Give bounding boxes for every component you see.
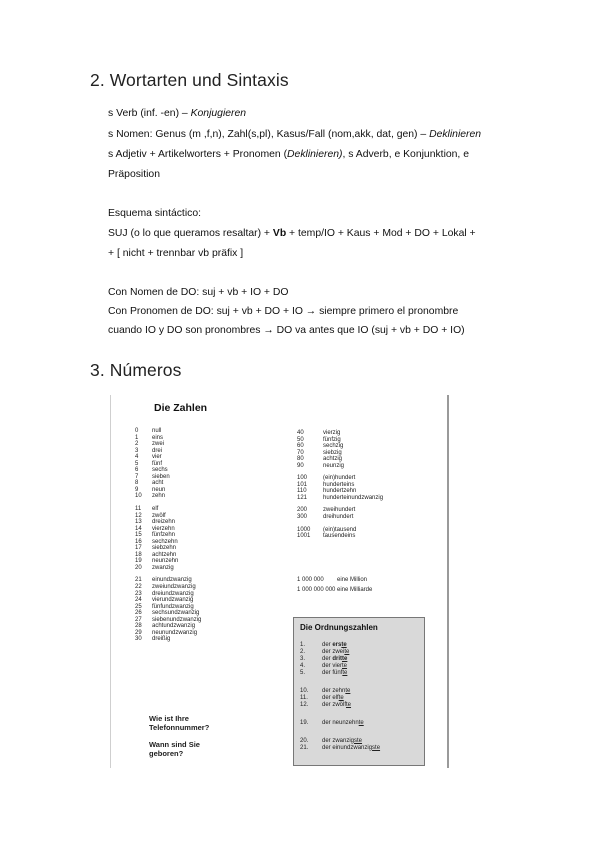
- number-word: sieben: [152, 473, 170, 480]
- number-word: siebzehn: [152, 545, 177, 552]
- ordinal-row: [300, 663, 347, 669]
- ordinal-row: [300, 702, 351, 708]
- number-digit: 17: [135, 545, 142, 552]
- number-word: tausendeins: [323, 533, 356, 540]
- ordinal-row: [300, 656, 347, 662]
- number-word: eins: [152, 434, 164, 441]
- line-adjetiv: s Adjetiv + Artikelworters + Pronomen (Deklinieren), s Adverb, e Konjunktion, e: [108, 149, 469, 160]
- ordinal-row: [300, 642, 347, 648]
- number-word: elf: [152, 506, 159, 513]
- number-word: (ein)hundert: [323, 475, 356, 482]
- number-digit: 101: [297, 481, 308, 488]
- number-digit: 13: [135, 519, 142, 526]
- number-digit: 200: [297, 507, 308, 514]
- number-digit: 5: [135, 460, 139, 467]
- number-word: sechsundzwanzig: [152, 610, 200, 617]
- number-digit: 1 000 000: [297, 577, 324, 583]
- zahlen-title: Die Zahlen: [154, 402, 208, 414]
- number-row: [297, 577, 372, 584]
- number-digit: 1001: [297, 533, 311, 540]
- number-digit: 21: [135, 577, 142, 584]
- number-word: fünfundzwanzig: [152, 603, 194, 610]
- number-digit: 26: [135, 610, 142, 617]
- number-digit: 40: [297, 430, 304, 436]
- do-line-2: Con Pronomen de DO: suj + vb + DO + IO → siempre primero el pronombre: [108, 306, 459, 317]
- number-word: hunderteins: [323, 481, 355, 488]
- number-word: fünfzehn: [152, 532, 176, 539]
- ordinal-number: 1.: [300, 642, 306, 648]
- number-digit: 1: [135, 434, 139, 441]
- ordinal-word: der dritte: [322, 656, 348, 662]
- number-word: zwei: [152, 441, 165, 448]
- number-word: neunundzwanzig: [152, 629, 198, 636]
- ordnungszahlen-box: [293, 617, 425, 766]
- number-word: eine Million: [337, 577, 368, 583]
- number-word: achtzehn: [152, 551, 177, 558]
- ordnungszahlen-title: Die Ordnungszahlen: [300, 623, 378, 632]
- number-row: [297, 533, 383, 540]
- number-digit: 1 000 000 000: [297, 586, 336, 593]
- ordinal-word: der elfte: [322, 695, 344, 701]
- number-word: achtzig: [323, 456, 343, 463]
- number-digit: 20: [135, 564, 142, 571]
- number-digit: 28: [135, 623, 142, 630]
- number-digit: 100: [297, 475, 308, 482]
- number-digit: 14: [135, 525, 142, 532]
- number-digit: 18: [135, 551, 142, 558]
- number-digit: 90: [297, 462, 304, 469]
- number-digit: 29: [135, 629, 142, 636]
- number-word: achtundzwanzig: [152, 623, 196, 630]
- number-digit: 0: [135, 428, 139, 434]
- question-telefonnummer: Wie ist Ihre Telefonnummer?: [149, 714, 210, 732]
- number-digit: 12: [135, 512, 142, 519]
- line-verb: s Verb (inf. -en) – Konjugieren: [108, 108, 247, 119]
- number-digit: 23: [135, 590, 142, 597]
- ordinal-number: 2.: [300, 649, 306, 655]
- ordinal-row: [300, 720, 364, 726]
- number-word: zweiundzwanzig: [152, 584, 196, 591]
- number-digit: 19: [135, 558, 142, 565]
- number-word: dreihundert: [323, 514, 354, 521]
- ordinal-word: der zehnte: [322, 688, 351, 694]
- number-digit: 1000: [297, 526, 311, 533]
- number-word: zehn: [152, 493, 166, 500]
- ordinal-number: 21.: [300, 745, 309, 751]
- number-word: (ein)tausend: [323, 526, 357, 533]
- number-word: sechs: [152, 467, 168, 474]
- ordinal-number: 3.: [300, 656, 306, 662]
- ordinal-number: 12.: [300, 702, 309, 708]
- do-line-1: Con Nomen de DO: suj + vb + IO + DO: [108, 287, 289, 298]
- number-digit: 6: [135, 467, 139, 474]
- number-digit: 60: [297, 443, 304, 450]
- ordinal-row: [300, 649, 349, 655]
- ordinal-row: [300, 745, 380, 751]
- number-digit: 300: [297, 514, 308, 521]
- ordinal-number: 11.: [300, 695, 308, 701]
- number-digit: 16: [135, 538, 142, 545]
- section-heading-numeros: 3. Números: [90, 360, 182, 380]
- number-word: zwölf: [152, 512, 166, 519]
- number-digit: 27: [135, 616, 142, 623]
- ordinal-number: 5.: [300, 670, 306, 676]
- number-digit: 7: [135, 473, 139, 480]
- do-line-3: cuando IO y DO son pronombres → DO va antes que IO (suj + vb + DO + IO): [108, 325, 465, 336]
- line-praeposition: Präposition: [108, 169, 160, 180]
- number-digit: 110: [297, 488, 307, 495]
- number-digit: 121: [297, 494, 308, 501]
- number-digit: 11: [135, 506, 142, 513]
- number-word: neun: [152, 486, 166, 493]
- numbers-column-1: [135, 428, 201, 643]
- ordinal-word: der zwanzigste: [322, 738, 363, 744]
- ordinal-row: [300, 688, 350, 694]
- ordinal-word: der vierte: [322, 663, 348, 669]
- number-word: eine Milliarde: [337, 586, 373, 593]
- esquema-line-2: + [ nicht + trennbar vb präfix ]: [108, 248, 244, 259]
- number-digit: 10: [135, 493, 142, 500]
- section-heading-wortarten: 2. Wortarten und Sintaxis: [90, 70, 289, 90]
- number-word: neunzehn: [152, 558, 179, 565]
- number-digit: 2: [135, 441, 139, 448]
- number-word: vier: [152, 454, 162, 461]
- ordinal-number: 10.: [300, 688, 309, 694]
- number-digit: 50: [297, 436, 304, 443]
- number-word: zwanzig: [152, 564, 174, 571]
- number-word: neunzig: [323, 462, 345, 469]
- numbers-column-2: [297, 430, 383, 540]
- ordinal-word: der erste: [322, 642, 347, 648]
- ordinal-number: 20.: [300, 738, 309, 744]
- ordinal-row: [300, 670, 347, 676]
- ordinal-row: [300, 738, 362, 744]
- number-word: einundzwanzig: [152, 577, 192, 584]
- number-word: siebzig: [323, 449, 342, 456]
- esquema-line-1: SUJ (o lo que queramos resaltar) + Vb + temp/IO + Kaus + Mod + DO + Lokal +: [108, 228, 476, 239]
- number-word: hundertzehn: [323, 488, 357, 495]
- number-word: fünf: [152, 460, 163, 467]
- line-nomen: s Nomen: Genus (m ,f,n), Zahl(s,pl), Kasus/Fall (nom,akk, dat, gen) – Deklinieren: [108, 129, 482, 140]
- ordinal-word: der zwölfte: [322, 702, 352, 708]
- number-row: [297, 495, 383, 502]
- number-word: acht: [152, 480, 164, 487]
- number-word: sechzehn: [152, 538, 178, 545]
- number-word: fünfzig: [323, 436, 341, 443]
- ordinal-word: der einundzwanzigste: [322, 745, 381, 751]
- number-digit: 22: [135, 584, 142, 591]
- number-word: sechzig: [323, 443, 344, 450]
- ordinal-row: [300, 695, 344, 701]
- number-word: hunderteinundzwanzig: [323, 494, 384, 501]
- number-row: [135, 636, 201, 643]
- number-digit: 30: [135, 636, 142, 643]
- question-geboren: Wann sind Sie geboren?: [149, 740, 200, 758]
- number-word: vierzig: [323, 430, 341, 436]
- number-digit: 9: [135, 486, 139, 493]
- number-row: [297, 587, 372, 594]
- number-word: dreiundzwanzig: [152, 590, 194, 597]
- numbers-column-3: [297, 577, 372, 593]
- number-digit: 15: [135, 532, 142, 539]
- ordinal-word: der neunzehnte: [322, 720, 364, 726]
- number-word: null: [152, 428, 162, 434]
- ordinal-word: der fünfte: [322, 670, 348, 676]
- number-digit: 8: [135, 480, 139, 487]
- number-word: zweihundert: [323, 507, 356, 514]
- number-digit: 70: [297, 449, 304, 456]
- number-word: dreizehn: [152, 519, 176, 526]
- ordinal-number: 19.: [300, 720, 309, 726]
- number-digit: 80: [297, 456, 304, 463]
- number-digit: 4: [135, 454, 139, 461]
- number-digit: 25: [135, 603, 142, 610]
- number-word: siebenundzwanzig: [152, 616, 202, 623]
- zahlen-scan-image: [110, 395, 449, 768]
- ordinal-number: 4.: [300, 663, 306, 669]
- number-digit: 24: [135, 597, 142, 604]
- number-word: dreißig: [152, 636, 171, 643]
- number-word: vierzehn: [152, 525, 175, 532]
- esquema-label: Esquema sintáctico:: [108, 208, 201, 219]
- number-word: drei: [152, 447, 163, 454]
- number-word: vierundzwanzig: [152, 597, 194, 604]
- number-digit: 3: [135, 447, 139, 454]
- ordinal-word: der zweite: [322, 649, 350, 655]
